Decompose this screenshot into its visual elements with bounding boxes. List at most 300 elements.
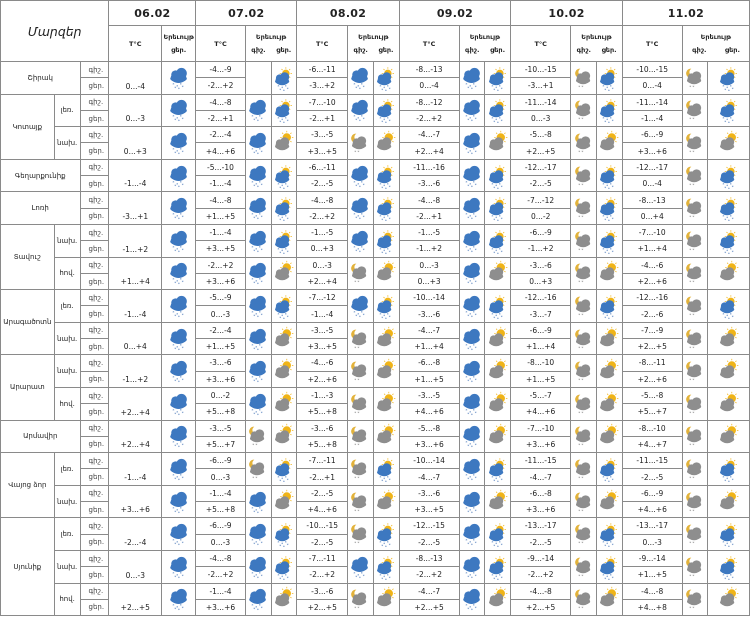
- temp-value: -2...-5: [622, 469, 682, 485]
- sun-cloud-icon: [373, 355, 399, 388]
- svg-text:*: *: [383, 85, 386, 90]
- svg-text:*: *: [181, 247, 184, 252]
- svg-text:*: *: [281, 118, 284, 123]
- region-name: Լոռի: [1, 192, 81, 225]
- sun-snow-icon: [271, 62, 297, 95]
- snow-icon: [459, 94, 485, 127]
- date-header-4: 10.02: [511, 1, 623, 26]
- svg-text:*: *: [608, 545, 611, 548]
- svg-text:*: *: [181, 85, 184, 90]
- svg-text:*: *: [279, 544, 282, 548]
- svg-text:*: *: [727, 577, 730, 580]
- svg-text:*: *: [467, 151, 470, 156]
- temp-value: -7...-12: [297, 290, 348, 306]
- temp-value: +2...+6: [622, 273, 682, 289]
- svg-text:*: *: [472, 147, 475, 152]
- svg-text:*: *: [179, 342, 182, 347]
- svg-text:*: *: [496, 545, 499, 548]
- svg-text:*: *: [357, 572, 360, 577]
- svg-text:*: *: [284, 247, 287, 252]
- temp-value: -4...-8: [196, 192, 246, 208]
- svg-text:*: *: [387, 572, 390, 577]
- temp-value: +1...+5: [196, 339, 246, 355]
- svg-text:*: *: [177, 119, 180, 124]
- svg-text:*: *: [279, 478, 282, 482]
- svg-text:*: *: [253, 248, 256, 253]
- svg-text:*: *: [383, 183, 386, 188]
- sun-cloud-icon: [485, 127, 511, 160]
- svg-text:*: *: [172, 245, 175, 250]
- snow-icon: [245, 322, 271, 355]
- svg-text:*: *: [355, 118, 358, 123]
- temp-value: -3...-6: [297, 420, 348, 436]
- sun-cloud-icon: [271, 583, 297, 616]
- svg-text:*: *: [467, 477, 470, 482]
- svg-text:*: *: [467, 444, 470, 449]
- temp-value: -1...-4: [196, 176, 246, 192]
- svg-text:*: *: [255, 540, 258, 545]
- svg-text:*: *: [251, 375, 254, 380]
- svg-text:*: *: [361, 310, 364, 315]
- table-row: [1, 453, 750, 469]
- svg-text:*: *: [379, 84, 382, 89]
- temp-value: +5...+8: [297, 436, 348, 452]
- sun-cloud-icon: [708, 322, 750, 355]
- sun-snow-icon: [708, 94, 750, 127]
- sun-snow-icon: [596, 192, 622, 225]
- svg-text:*: *: [175, 214, 178, 219]
- svg-text:*: *: [474, 345, 477, 350]
- svg-text:*: *: [465, 310, 468, 315]
- svg-text:*: *: [255, 214, 258, 219]
- snow-icon: [162, 550, 196, 583]
- table-row: [1, 290, 750, 306]
- svg-text:*: *: [175, 149, 178, 154]
- partly-cloudy-night-icon: [682, 224, 708, 257]
- svg-text:* *: * *: [689, 117, 695, 122]
- table-row: [1, 485, 750, 501]
- sun-cloud-icon: [708, 257, 750, 290]
- svg-text:*: *: [469, 279, 472, 284]
- svg-text:*: *: [359, 86, 362, 91]
- svg-text:*: *: [612, 86, 615, 91]
- svg-text:*: *: [381, 315, 384, 319]
- temp-value: -6...-8: [399, 355, 459, 371]
- svg-text:* *: * *: [689, 345, 695, 350]
- svg-text:*: *: [467, 411, 470, 416]
- svg-text:*: *: [608, 219, 611, 222]
- svg-text:*: *: [606, 314, 609, 319]
- svg-text:*: *: [725, 542, 728, 547]
- svg-text:*: *: [725, 477, 728, 482]
- snow-icon: [162, 224, 196, 257]
- snow-icon: [245, 159, 271, 192]
- svg-text:*: *: [604, 478, 607, 482]
- temp-value: -2...-5: [511, 534, 571, 550]
- temp-value: -1...-4: [297, 306, 348, 322]
- svg-text:*: *: [465, 375, 468, 380]
- svg-text:*: *: [498, 572, 501, 577]
- sun-snow-icon: [373, 453, 399, 486]
- svg-text:*: *: [491, 572, 494, 577]
- svg-text:*: *: [177, 347, 180, 352]
- phenomena-col-header-0: [162, 26, 196, 62]
- svg-text:*: *: [471, 477, 473, 482]
- svg-text:*: *: [255, 116, 258, 121]
- svg-text:*: *: [608, 121, 611, 124]
- svg-text:*: *: [177, 282, 180, 287]
- svg-text:*: *: [387, 116, 390, 121]
- temp-value: +4...+6: [297, 502, 348, 518]
- day-label: ցեր.: [80, 502, 109, 518]
- svg-text:*: *: [467, 574, 470, 579]
- svg-text:*: *: [474, 247, 477, 252]
- svg-text:*: *: [255, 149, 258, 154]
- svg-text:*: *: [604, 544, 607, 548]
- svg-text:*: *: [610, 116, 613, 121]
- svg-text:*: *: [253, 509, 256, 514]
- svg-text:*: *: [472, 375, 475, 380]
- svg-text:*: *: [281, 85, 284, 90]
- svg-text:* *: * *: [689, 150, 695, 155]
- partly-cloudy-night-icon: [245, 453, 271, 486]
- svg-text:*: *: [495, 542, 497, 547]
- partly-cloudy-night-icon: [682, 453, 708, 486]
- svg-text:*: *: [175, 84, 178, 89]
- sun-cloud-icon: [708, 583, 750, 616]
- table-row: [1, 224, 750, 240]
- snow-icon: [245, 550, 271, 583]
- svg-text:*: *: [257, 249, 260, 254]
- sun-cloud-icon: [596, 355, 622, 388]
- temp-value: +2...+4: [297, 273, 348, 289]
- svg-text:*: *: [277, 181, 280, 186]
- day-label: ցեր.: [80, 208, 109, 224]
- svg-text:*: *: [469, 181, 472, 186]
- temp-value: +3...+6: [196, 599, 246, 615]
- snow-icon: [162, 583, 196, 616]
- svg-text:*: *: [474, 313, 477, 318]
- svg-text:*: *: [472, 440, 475, 445]
- temp-value: -1...-5: [399, 224, 459, 240]
- sun-snow-icon: [596, 290, 622, 323]
- svg-text:*: *: [257, 347, 260, 352]
- svg-text:*: *: [284, 181, 287, 186]
- sun-cloud-icon: [373, 257, 399, 290]
- sun-snow-icon: [373, 192, 399, 225]
- temp-value: -12...-16: [511, 290, 571, 306]
- svg-text:*: *: [472, 82, 475, 87]
- svg-text:*: *: [496, 577, 499, 580]
- temp-value: +3...+5: [297, 143, 348, 159]
- svg-text:*: *: [260, 573, 263, 578]
- svg-text:*: *: [172, 342, 175, 347]
- temp-value: -1...-4: [622, 110, 682, 126]
- svg-text:*: *: [729, 572, 732, 577]
- svg-text:*: *: [474, 573, 477, 578]
- svg-text:*: *: [286, 315, 289, 319]
- svg-text:*: *: [606, 85, 609, 90]
- temp-value: -1...-4: [109, 290, 162, 323]
- temp-value: +5...+7: [622, 404, 682, 420]
- svg-text:*: *: [181, 345, 184, 350]
- svg-text:*: *: [177, 477, 180, 482]
- svg-text:*: *: [181, 378, 184, 383]
- svg-text:* *: * *: [689, 247, 695, 252]
- svg-text:*: *: [387, 181, 390, 186]
- svg-text:*: *: [284, 312, 287, 317]
- svg-text:*: *: [255, 605, 258, 610]
- svg-text:*: *: [359, 217, 362, 222]
- svg-text:*: *: [172, 147, 175, 152]
- partly-cloudy-night-icon: [682, 485, 708, 518]
- svg-text:*: *: [181, 280, 184, 285]
- svg-text:*: *: [253, 379, 256, 384]
- svg-text:*: *: [491, 312, 494, 317]
- svg-text:*: *: [255, 312, 258, 317]
- svg-text:*: *: [467, 281, 470, 286]
- svg-text:*: *: [177, 217, 180, 222]
- snow-icon: [245, 355, 271, 388]
- temp-value: -3...+2: [297, 78, 348, 94]
- svg-text:*: *: [177, 543, 180, 548]
- snow-icon: [245, 127, 271, 160]
- svg-text:*: *: [381, 218, 384, 222]
- svg-text:*: *: [361, 82, 364, 87]
- svg-text:* *: * *: [354, 410, 360, 415]
- temp-value: -4...-8: [196, 550, 246, 566]
- svg-text:*: *: [251, 342, 254, 347]
- partly-cloudy-night-icon: [571, 127, 597, 160]
- svg-text:*: *: [172, 603, 175, 608]
- sun-cloud-icon: [596, 322, 622, 355]
- temp-value: -5...-9: [196, 290, 246, 306]
- svg-text:*: *: [471, 86, 473, 91]
- svg-text:*: *: [722, 475, 725, 480]
- sun-snow-icon: [485, 453, 511, 486]
- temp-value: -7...-11: [297, 550, 348, 566]
- svg-text:*: *: [251, 538, 254, 543]
- svg-text:*: *: [498, 540, 501, 545]
- sun-cloud-icon: [271, 387, 297, 420]
- svg-text:*: *: [181, 476, 184, 481]
- svg-text:*: *: [251, 603, 254, 608]
- svg-text:*: *: [474, 215, 477, 220]
- partly-cloudy-night-icon: [571, 257, 597, 290]
- snow-icon: [245, 290, 271, 323]
- partly-cloudy-night-icon: [348, 355, 374, 388]
- temp-value: -4...-9: [196, 62, 246, 78]
- svg-text:* *: * *: [577, 606, 583, 611]
- svg-text:*: *: [467, 248, 470, 253]
- temp-value: 0...-3: [196, 534, 246, 550]
- svg-text:*: *: [729, 84, 732, 89]
- svg-text:* *: * *: [354, 541, 360, 546]
- svg-text:*: *: [474, 150, 477, 155]
- svg-text:*: *: [727, 545, 730, 548]
- partly-cloudy-night-icon: [348, 518, 374, 551]
- sun-cloud-icon: [596, 420, 622, 453]
- temp-value: -11...-15: [622, 453, 682, 469]
- temp-value: 0...+3: [109, 127, 162, 160]
- svg-text:*: *: [255, 247, 258, 252]
- svg-text:*: *: [279, 120, 282, 124]
- svg-text:*: *: [610, 312, 613, 317]
- svg-text:*: *: [493, 315, 496, 319]
- svg-text:* *: * *: [577, 215, 583, 220]
- svg-text:*: *: [286, 543, 289, 548]
- temp-value: -13...-17: [511, 518, 571, 534]
- svg-text:*: *: [610, 214, 613, 219]
- svg-text:*: *: [260, 150, 263, 155]
- svg-text:*: *: [724, 120, 726, 124]
- svg-text:* *: * *: [354, 150, 360, 155]
- night-label: գիշ.: [80, 322, 109, 338]
- sun-snow-icon: [485, 518, 511, 551]
- svg-text:*: *: [385, 186, 388, 189]
- snow-icon: [459, 453, 485, 486]
- temp-value: -2...+2: [196, 567, 246, 583]
- svg-text:*: *: [359, 249, 362, 254]
- svg-text:*: *: [172, 473, 175, 478]
- svg-text:*: *: [353, 114, 356, 119]
- partly-cloudy-night-icon: [348, 485, 374, 518]
- svg-text:*: *: [359, 119, 362, 124]
- temp-value: -2...+2: [399, 110, 459, 126]
- svg-text:*: *: [608, 186, 611, 189]
- temp-value: -10...-15: [622, 62, 682, 78]
- temp-value: -3...-5: [399, 387, 459, 403]
- svg-text:*: *: [491, 116, 494, 121]
- svg-text:*: *: [260, 117, 263, 122]
- temp-value: -5...-8: [399, 420, 459, 436]
- svg-text:*: *: [174, 411, 176, 416]
- svg-text:*: *: [257, 217, 260, 222]
- partly-cloudy-night-icon: [571, 355, 597, 388]
- svg-text:*: *: [474, 378, 477, 383]
- zone-label: լեռ.: [54, 453, 80, 486]
- temp-value: -2...-6: [622, 306, 682, 322]
- svg-text:*: *: [467, 85, 470, 90]
- svg-text:*: *: [181, 541, 184, 546]
- svg-text:* *: * *: [354, 443, 360, 448]
- svg-text:*: *: [257, 608, 260, 613]
- svg-text:*: *: [724, 250, 726, 254]
- svg-text:*: *: [383, 118, 386, 123]
- svg-text:*: *: [606, 183, 609, 188]
- temp-value: +3...+6: [511, 502, 571, 518]
- night-label: գիշ.: [80, 453, 109, 469]
- temp-value: -7...-10: [297, 94, 348, 110]
- svg-text:*: *: [179, 180, 182, 185]
- sun-cloud-icon: [373, 127, 399, 160]
- svg-text:*: *: [353, 571, 356, 576]
- svg-text:*: *: [729, 181, 732, 186]
- temp-value: -7...-12: [511, 192, 571, 208]
- temp-value: +2...+6: [622, 371, 682, 387]
- svg-text:*: *: [175, 572, 178, 577]
- svg-text:*: *: [606, 248, 609, 253]
- snow-icon: [162, 127, 196, 160]
- svg-text:*: *: [471, 380, 473, 385]
- svg-text:*: *: [604, 120, 607, 124]
- svg-text:*: *: [500, 477, 503, 482]
- svg-text:*: *: [474, 182, 477, 187]
- region-name: Վայոց ձոր: [1, 453, 55, 518]
- snow-icon: [459, 518, 485, 551]
- temp-value: -3...-6: [399, 306, 459, 322]
- svg-text:* *: * *: [689, 313, 695, 318]
- table-row: [1, 420, 750, 436]
- svg-text:* *: * *: [354, 378, 360, 383]
- svg-text:*: *: [283, 545, 285, 548]
- svg-text:*: *: [387, 475, 390, 480]
- svg-text:*: *: [469, 116, 472, 121]
- svg-text:*: *: [181, 410, 184, 415]
- svg-text:*: *: [174, 509, 176, 514]
- svg-text:*: *: [177, 249, 180, 254]
- svg-text:*: *: [498, 247, 501, 252]
- svg-text:*: *: [465, 408, 468, 413]
- temp-value: -6...-9: [511, 322, 571, 338]
- temp-value: -2...+1: [399, 208, 459, 224]
- region-name: Արմավիր: [1, 420, 81, 453]
- temp-value: -3...-5: [297, 127, 348, 143]
- svg-text:*: *: [385, 577, 388, 580]
- svg-text:*: *: [472, 310, 475, 315]
- svg-text:* *: * *: [689, 182, 695, 187]
- svg-text:*: *: [725, 314, 728, 319]
- svg-text:*: *: [465, 571, 468, 576]
- svg-text:*: *: [498, 312, 501, 317]
- sun-cloud-icon: [596, 127, 622, 160]
- temp-value: -12...-17: [622, 159, 682, 175]
- phenomena-label: Երեւույթ: [581, 33, 612, 41]
- svg-text:*: *: [251, 114, 254, 119]
- sun-snow-icon: [596, 224, 622, 257]
- svg-text:* *: * *: [577, 378, 583, 383]
- svg-text:*: *: [283, 121, 285, 124]
- svg-text:*: *: [353, 82, 356, 87]
- svg-text:*: *: [727, 186, 730, 189]
- svg-text:*: *: [608, 251, 611, 254]
- temp-value: -10...-15: [297, 518, 348, 534]
- partly-cloudy-night-icon: [348, 583, 374, 616]
- svg-text:*: *: [257, 412, 260, 417]
- night-label: գիշ.: [80, 127, 109, 143]
- svg-text:*: *: [500, 543, 503, 548]
- svg-text:*: *: [177, 184, 180, 189]
- sun-snow-icon: [708, 224, 750, 257]
- region-name: Գեղարքունիք: [1, 159, 81, 192]
- svg-text:*: *: [179, 505, 182, 510]
- temp-value: -1...+2: [109, 224, 162, 257]
- svg-text:*: *: [279, 576, 282, 580]
- zone-label: նախ.: [54, 224, 80, 257]
- svg-text:*: *: [385, 251, 388, 254]
- partly-cloudy-night-icon: [682, 583, 708, 616]
- svg-text:*: *: [493, 576, 496, 580]
- svg-text:*: *: [725, 216, 728, 221]
- temp-value: -3...-5: [297, 322, 348, 338]
- region-name: Արարատ: [1, 355, 55, 420]
- svg-text:*: *: [385, 316, 388, 319]
- svg-text:*: *: [359, 315, 362, 319]
- svg-text:*: *: [253, 542, 256, 547]
- svg-text:*: *: [381, 478, 384, 482]
- region-name: Արագածոտն: [1, 290, 55, 355]
- svg-text:*: *: [725, 85, 728, 90]
